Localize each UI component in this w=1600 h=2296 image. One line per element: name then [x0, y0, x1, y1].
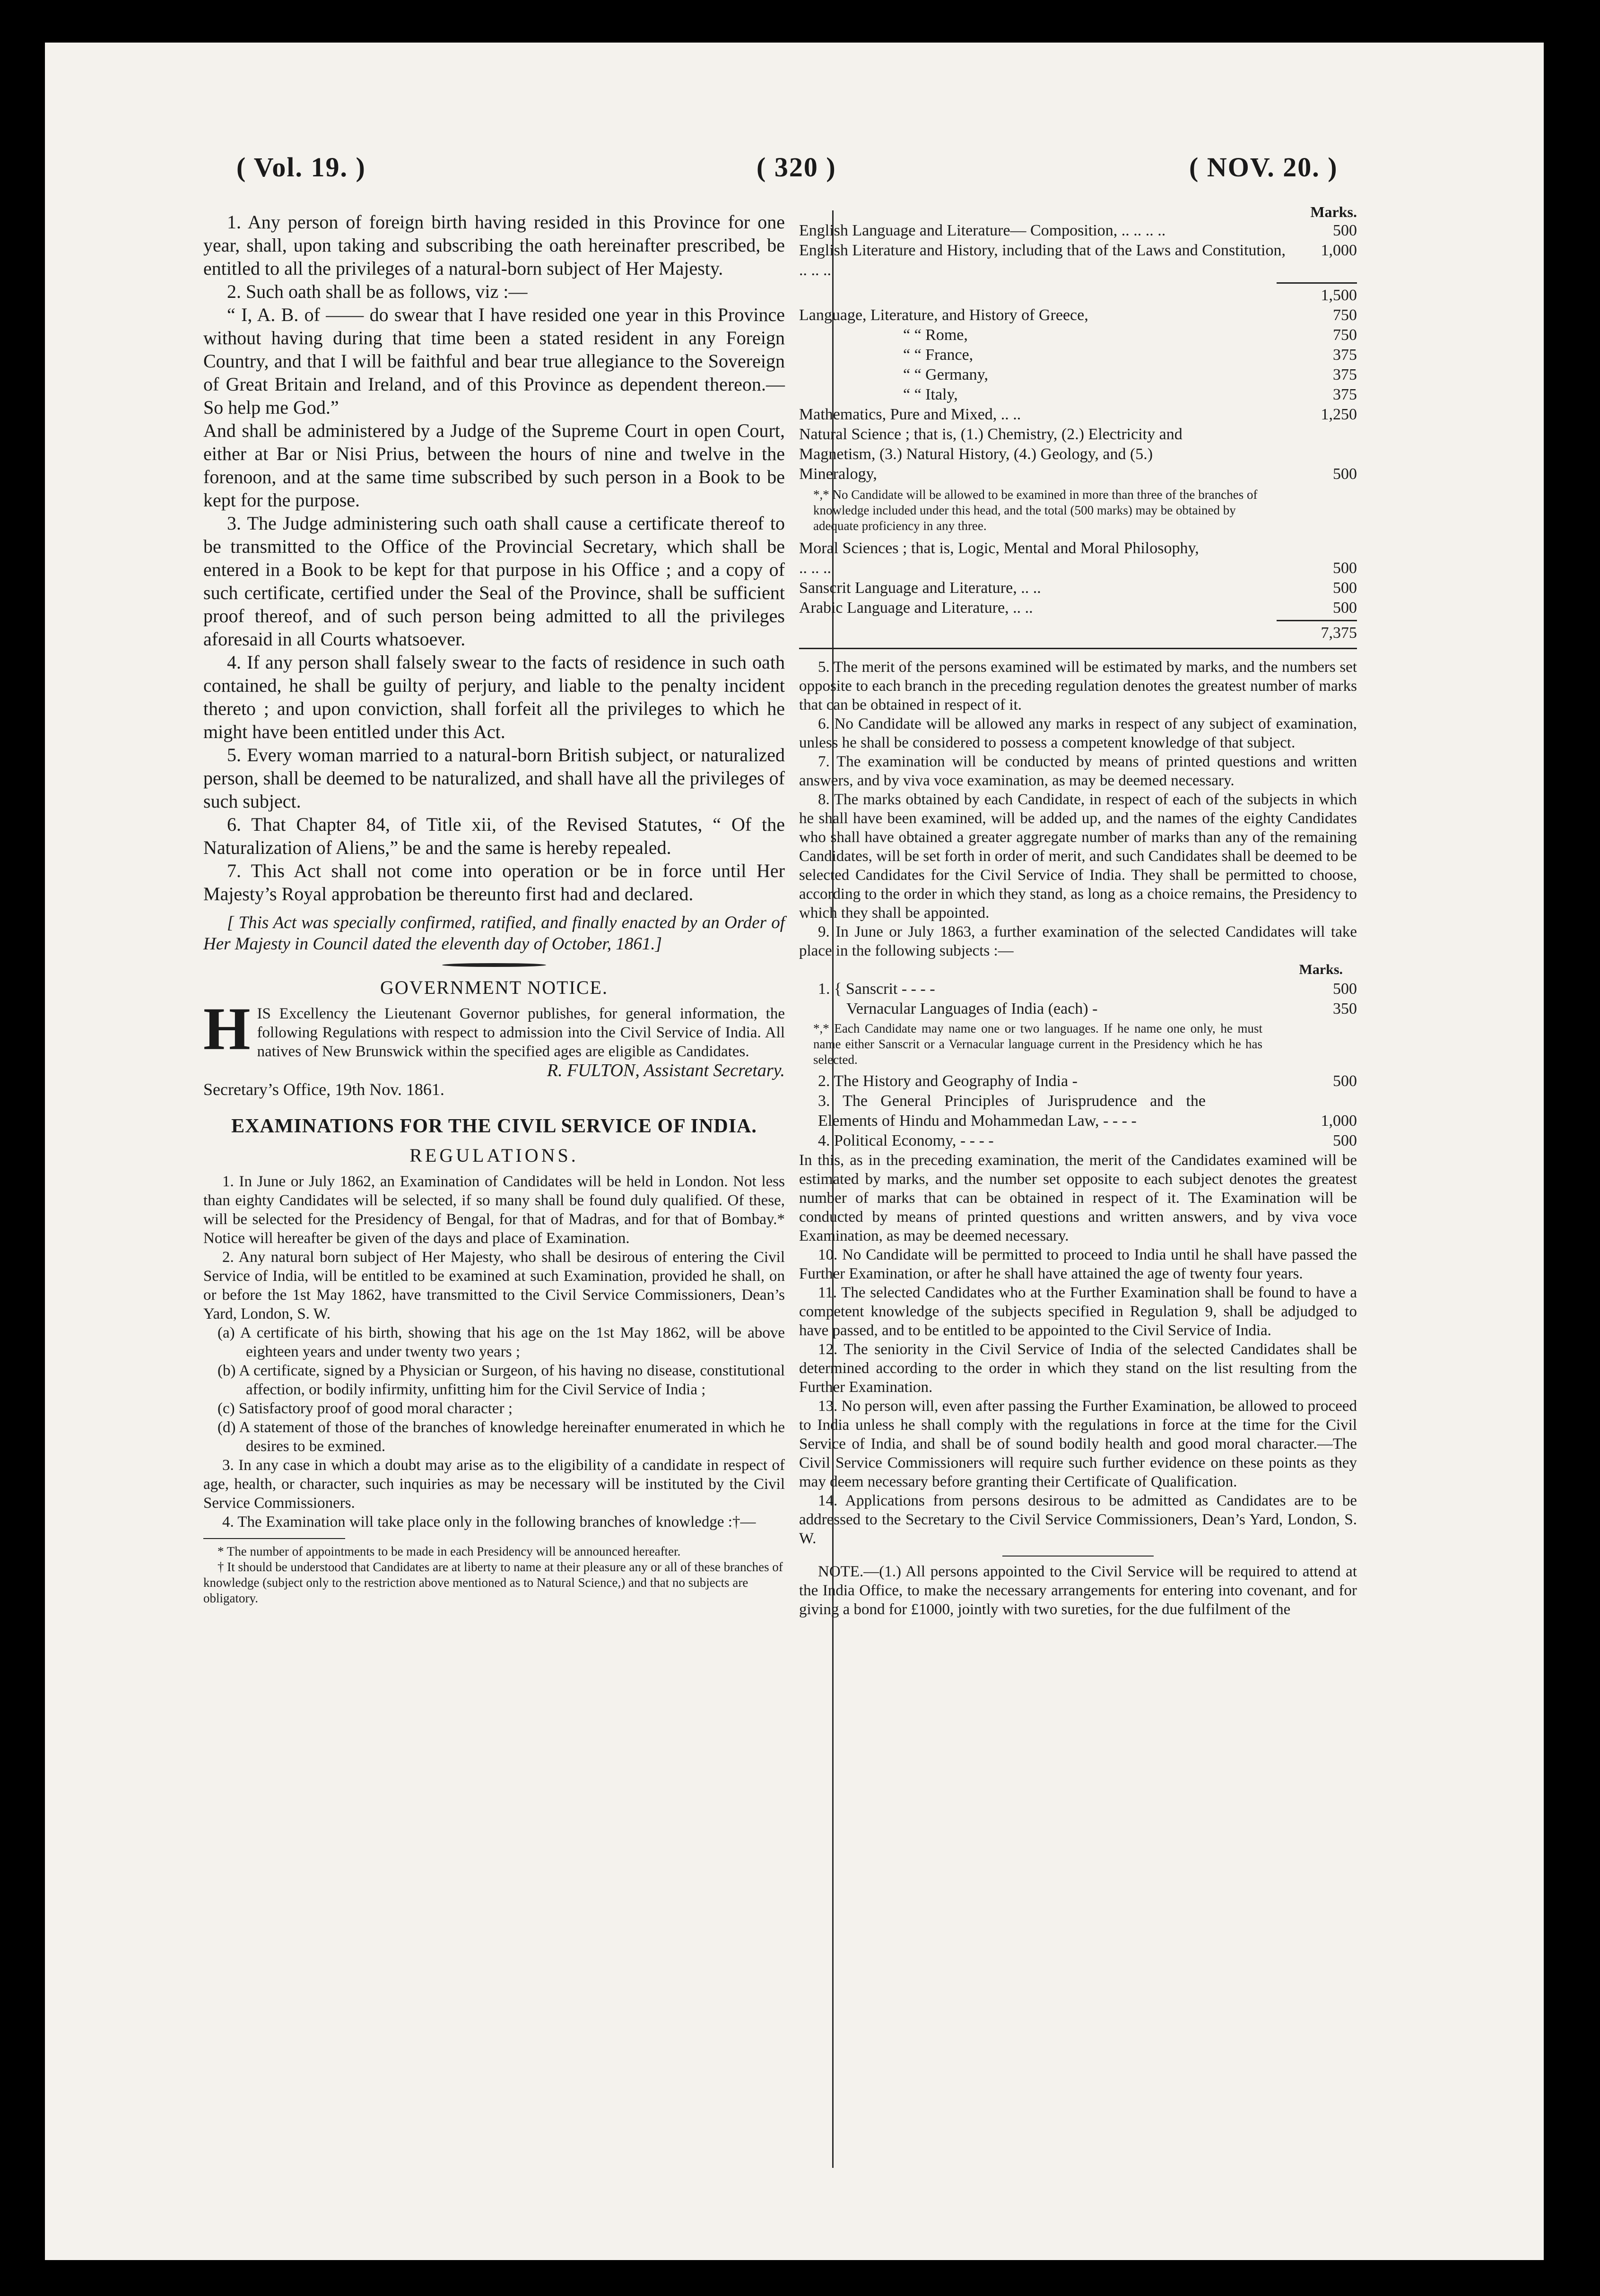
natural-science-note: *,* No Candidate will be allowed to be examined in more than three of the branches of knowledge included under this head, and the total (500 marks) may be obtained by adequate proficiency in any three.: [813, 487, 1258, 533]
total-value: 7,375: [1321, 624, 1357, 642]
row-label: “ “ Germany,: [903, 366, 988, 383]
row-value: 1,500: [1321, 287, 1357, 304]
row-value: 500: [1333, 579, 1357, 597]
row-label: Natural Science ; that is, (1.) Chemistry, (2.) Electricity and Magnetism, (3.) Natural History, (4.) Geology, and (5.) Mineralogy,: [799, 426, 1183, 483]
row-value: 1,250: [1321, 406, 1357, 423]
row-label: 4. Political Economy, - - - -: [818, 1132, 994, 1149]
table-row: [799, 539, 1357, 578]
volume-header: ( Vol. 19. ): [236, 152, 366, 183]
row-label: Vernacular Languages of India (each) -: [846, 1000, 1098, 1018]
footnote-rule: [203, 1538, 345, 1539]
row-label: “ “ Rome,: [903, 326, 968, 344]
note-text: NOTE.—(1.) All persons appointed to the Civil Service will be required to attend at the India Office, to make the necessary arrangements for entering into covenant, and for giving a bond for £1000, jointly with two sureties, for the due fulfilment of the: [799, 1563, 1357, 1618]
office-date: Secretary’s Office, 19th Nov. 1861.: [203, 1080, 444, 1099]
table-total: [799, 623, 1357, 643]
row-label: Arabic Language and Literature, .. ..: [799, 599, 1033, 617]
section-7: 7. This Act shall not come into operation or be in force until Her Majesty’s Royal approbation be thereunto first had and declared.: [203, 860, 785, 904]
table-row: [799, 286, 1357, 305]
total-rule: [1277, 620, 1357, 621]
date-header: ( NOV. 20. ): [1189, 152, 1338, 183]
subtotal-rule: [1277, 282, 1357, 284]
regulation-9: 9. In June or July 1863, a further examination of the selected Candidates will take place in the following subjects :—: [799, 923, 1357, 959]
row-value: 500: [1333, 599, 1357, 617]
regulation-13: 13. No person will, even after passing the Further Examination, be allowed to proceed to India unless he shall comply with the regulations in force at the time for the Civil Service of India, and shall be of sound bodily health and good moral character.—The Civil Service Commissioners will require such further evidence on these points as they may deem necessary before granting their Certificate of Qualification.: [799, 1398, 1357, 1490]
section-6: 6. That Chapter 84, of Title xii, of the Revised Statutes, “ Of the Naturalization of Aliens,” be and the same is hereby repealed.: [203, 814, 785, 858]
row-value: 375: [1333, 366, 1357, 383]
regulation-12: 12. The seniority in the Civil Service of India of the selected Candidates shall be determined according to the order in which they stand on the list resulting from the Further Examination.: [799, 1341, 1357, 1396]
row-label: 1. { Sanscrit - - - -: [818, 980, 935, 998]
table-row: [799, 345, 1357, 365]
row-label: “ “ Italy,: [903, 386, 958, 403]
row-value: 1,000: [1321, 242, 1357, 259]
row-value: 500: [1333, 1132, 1357, 1149]
table-row: [799, 1071, 1357, 1091]
row-label: Sanscrit Language and Literature, .. ..: [799, 579, 1041, 597]
regulation-14: 14. Applications from persons desirous to be admitted as Candidates are to be addressed to the Secretary to the Civil Service Commissioners, Dean’s Yard, London, S. W.: [799, 1492, 1357, 1547]
row-label: English Language and Literature— Composition, .. .. .. ..: [799, 222, 1166, 239]
ornament-divider: [442, 963, 546, 967]
table-row: [799, 405, 1357, 425]
marks-heading-2: Marks.: [1299, 962, 1343, 977]
regulation-2: 2. Any natural born subject of Her Majesty, who shall be desirous of entering the Civil Service of India, will be entitled to be examined at such Examination, provided he shall, on or before the 1st May 1862, have transmitted to the Civil Service Commissioners, Dean’s Yard, London, S. W.: [203, 1249, 785, 1322]
oath-text: “ I, A. B. of —— do swear that I have resided one year in this Province without having during that time been a stated resident in any Foreign Country, and that I will be faithful and bear true allegiance to the Sovereign of Great Britain and Ireland, and of this Province as dependent thereon.— So help me God.”: [203, 304, 785, 418]
table-row: [799, 241, 1357, 280]
table-row: [799, 221, 1357, 241]
table-row: [799, 578, 1357, 598]
row-label: Moral Sciences ; that is, Logic, Mental and Moral Philosophy, .. .. ..: [799, 539, 1199, 577]
regulation-6: 6. No Candidate will be allowed any marks in respect of any subject of examination, unless he shall be considered to possess a competent knowledge of that subject.: [799, 715, 1357, 751]
table-bottom-rule: [799, 648, 1357, 649]
row-label: 2. The History and Geography of India -: [818, 1072, 1078, 1090]
signature: R. FULTON, Assistant Secretary.: [547, 1061, 785, 1080]
regulation-4: 4. The Examination will take place only in the following branches of knowledge :†—: [222, 1513, 756, 1531]
row-value: 750: [1333, 306, 1357, 324]
regulation-2a: (a) A certificate of his birth, showing that his age on the 1st May 1862, will be above eighteen years and under twenty two years ;: [217, 1324, 785, 1360]
regulations-left: [203, 1172, 785, 1531]
row-value: 500: [1333, 222, 1357, 239]
footnote-2: † It should be understood that Candidates are at liberty to name at their pleasure any or all of these branches of knowledge (subject only to the restriction above mentioned as to Natural Science,) and that no subjects are obligatory.: [203, 1560, 783, 1605]
government-notice-title: GOVERNMENT NOTICE.: [380, 977, 608, 998]
regulation-8: 8. The marks obtained by each Candidate, in respect of each of the subjects in which he shall have been examined, will be added up, and the names of the eighty Candidates who shall have obtained a greater aggregate number of marks than any of the remaining Candidates, will be set forth in order of merit, and such Candidates shall be deemed to be selected Candidates for the Civil Service of India. They shall be permitted to choose, according to the order in which they stand, as long as a choice remains, the Presidency to which they shall be appointed.: [799, 791, 1357, 922]
row-value: 500: [1333, 559, 1357, 577]
regulation-5: 5. The merit of the persons examined will be estimated by marks, and the numbers set opposite to each branch in the preceding regulation denotes the greatest number of marks that can be obtained in respect of it.: [799, 659, 1357, 713]
table-row: [799, 999, 1357, 1019]
marks-table: [799, 221, 1357, 649]
row-value: 1,000: [1321, 1112, 1357, 1130]
naturalization-act: [203, 210, 785, 955]
row-value: 500: [1333, 980, 1357, 998]
page-number: ( 320 ): [757, 152, 836, 183]
marks-heading: Marks.: [1310, 203, 1357, 220]
drop-cap: H: [203, 995, 251, 1062]
table-row: [799, 1091, 1357, 1131]
section-4: 4. If any person shall falsely swear to the facts of residence in such oath contained, he shall be guilty of perjury, and liable to the penalty incident thereto ; and upon conviction, shall forfeit all the privileges to which he might have been entitled under this Act.: [203, 652, 785, 742]
row-value: 350: [1333, 1000, 1357, 1018]
left-column: [203, 210, 785, 1606]
row-label: Mathematics, Pure and Mixed, .. ..: [799, 406, 1021, 423]
government-notice-body: IS Excellency the Lieutenant Governor publishes, for general information, the following Regulations with respect to admission into the Civil Service of India. All natives of New Brunswick within the specified ages are eligible as Candidates.: [257, 1005, 785, 1060]
regulation-1: 1. In June or July 1862, an Examination of Candidates will be held in London. Not less than eighty Candidates will be selected, if so many shall be found duly qualified. Of these, will be selected for the Presidency of Bengal, for that of Madras, and for that of Bombay.* Notice will hereafter be given of the days and place of Examination.: [203, 1173, 785, 1247]
regulation-10: 10. No Candidate will be permitted to proceed to India until he shall have passed the Further Examination, or after he shall have attained the age of twenty four years.: [799, 1246, 1357, 1282]
section-2: 2. Such oath shall be as follows, viz :—: [227, 281, 528, 302]
row-label: Language, Literature, and History of Greece,: [799, 306, 1088, 324]
row-label: “ “ France,: [903, 346, 974, 364]
regulation-3: 3. In any case in which a doubt may arise as to the eligibility of a candidate in respect of age, health, or character, such inquiries as may be necessary will be instituted by the Civil Service Commissioners.: [203, 1457, 785, 1512]
section-5: 5. Every woman married to a natural-born British subject, or naturalized person, shall be deemed to be naturalized, and shall have all the privileges of such subject.: [203, 744, 785, 812]
regulations-right: [799, 658, 1357, 1619]
regulation-11: 11. The selected Candidates who at the Further Examination shall be found to have a competent knowledge of the subjects specified in Regulation 9, shall be adjudged to have passed, and to be entitled to be appointed to the Civil Service of India.: [799, 1284, 1357, 1339]
row-value: 500: [1333, 1072, 1357, 1090]
row-value: 750: [1333, 326, 1357, 344]
table-row: [799, 425, 1357, 484]
regulation-9-continued: In this, as in the preceding examination, the merit of the Candidates examined will be estimated by marks, and the number set opposite to each subject denotes the greatest number of marks that can be obtained in respect of it. The Examination will be conducted by means of printed questions and written answers, and by viva voce Examination, as may be deemed necessary.: [799, 1152, 1357, 1244]
table-row: [799, 385, 1357, 405]
table-row: [799, 979, 1357, 999]
table-row: [799, 365, 1357, 385]
section-3: 3. The Judge administering such oath shall cause a certificate thereof to be transmitted to the Office of the Provincial Secretary, which shall be entered in a Book to be kept for that purpose in his Office ; and a copy of such certificate, certified under the Seal of the Province, shall be sufficient proof thereof, and of such person being admitted to all the privileges aforesaid in all Courts whatsoever.: [203, 513, 785, 650]
gazette-page: [45, 43, 1544, 2260]
row-value: 375: [1333, 386, 1357, 403]
section-1: 1. Any person of foreign birth having resided in this Province for one year, shall, upon taking and subscribing the oath hereinafter prescribed, be entitled to all the privileges of a natural-born subject of Her Majesty.: [203, 211, 785, 279]
table-row: [799, 598, 1357, 618]
row-value: 375: [1333, 346, 1357, 364]
administration-text: And shall be administered by a Judge of the Supreme Court in open Court, either at Bar or Nisi Prius, between the hours of nine and twelve in the forenoon, and at the same time subscribed by such person in a Book to be kept for the purpose.: [203, 420, 785, 511]
regulations-title: REGULATIONS.: [409, 1145, 579, 1166]
table-row: [799, 1131, 1357, 1151]
footnote-1: * The number of appointments to be made in each Presidency will be announced hereafter.: [217, 1544, 681, 1558]
regulation-7: 7. The examination will be conducted by means of printed questions and written answers, and by viva voce examination, as may be deemed necessary.: [799, 753, 1357, 789]
regulation-2c: (c) Satisfactory proof of good moral character ;: [217, 1400, 513, 1417]
regulation-2b: (b) A certificate, signed by a Physician or Surgeon, of his having no disease, constitutional affection, or bodily infirmity, unfitting him for the Civil Service of India ;: [217, 1362, 785, 1398]
note-rule: [1002, 1556, 1154, 1557]
table-row: [799, 305, 1357, 325]
government-notice: [203, 995, 785, 1099]
footnotes: [203, 1544, 785, 1606]
table-row: [799, 325, 1357, 345]
regulation-2d: (d) A statement of those of the branches of knowledge hereinafter enumerated in which he desires to be exmined.: [217, 1419, 785, 1455]
row-label: English Literature and History, including that of the Laws and Constitution, .. .. ..: [799, 242, 1286, 279]
right-column: [799, 203, 1357, 1619]
examinations-title: EXAMINATIONS FOR THE CIVIL SERVICE OF INDIA.: [231, 1115, 757, 1137]
confirmation-note: [ This Act was specially confirmed, ratified, and finally enacted by an Order of Her Majesty in Council dated the eleventh day of October, 1861.]: [203, 913, 785, 954]
language-note: *,* Each Candidate may name one or two languages. If he name one only, he must name either Sanscrit or a Vernacular language current in the Presidency which he has selected.: [813, 1021, 1262, 1067]
row-value: 500: [1333, 465, 1357, 483]
row-label: 3. The General Principles of Jurisprudence and the Elements of Hindu and Mohammedan Law, - - - -: [818, 1092, 1206, 1130]
